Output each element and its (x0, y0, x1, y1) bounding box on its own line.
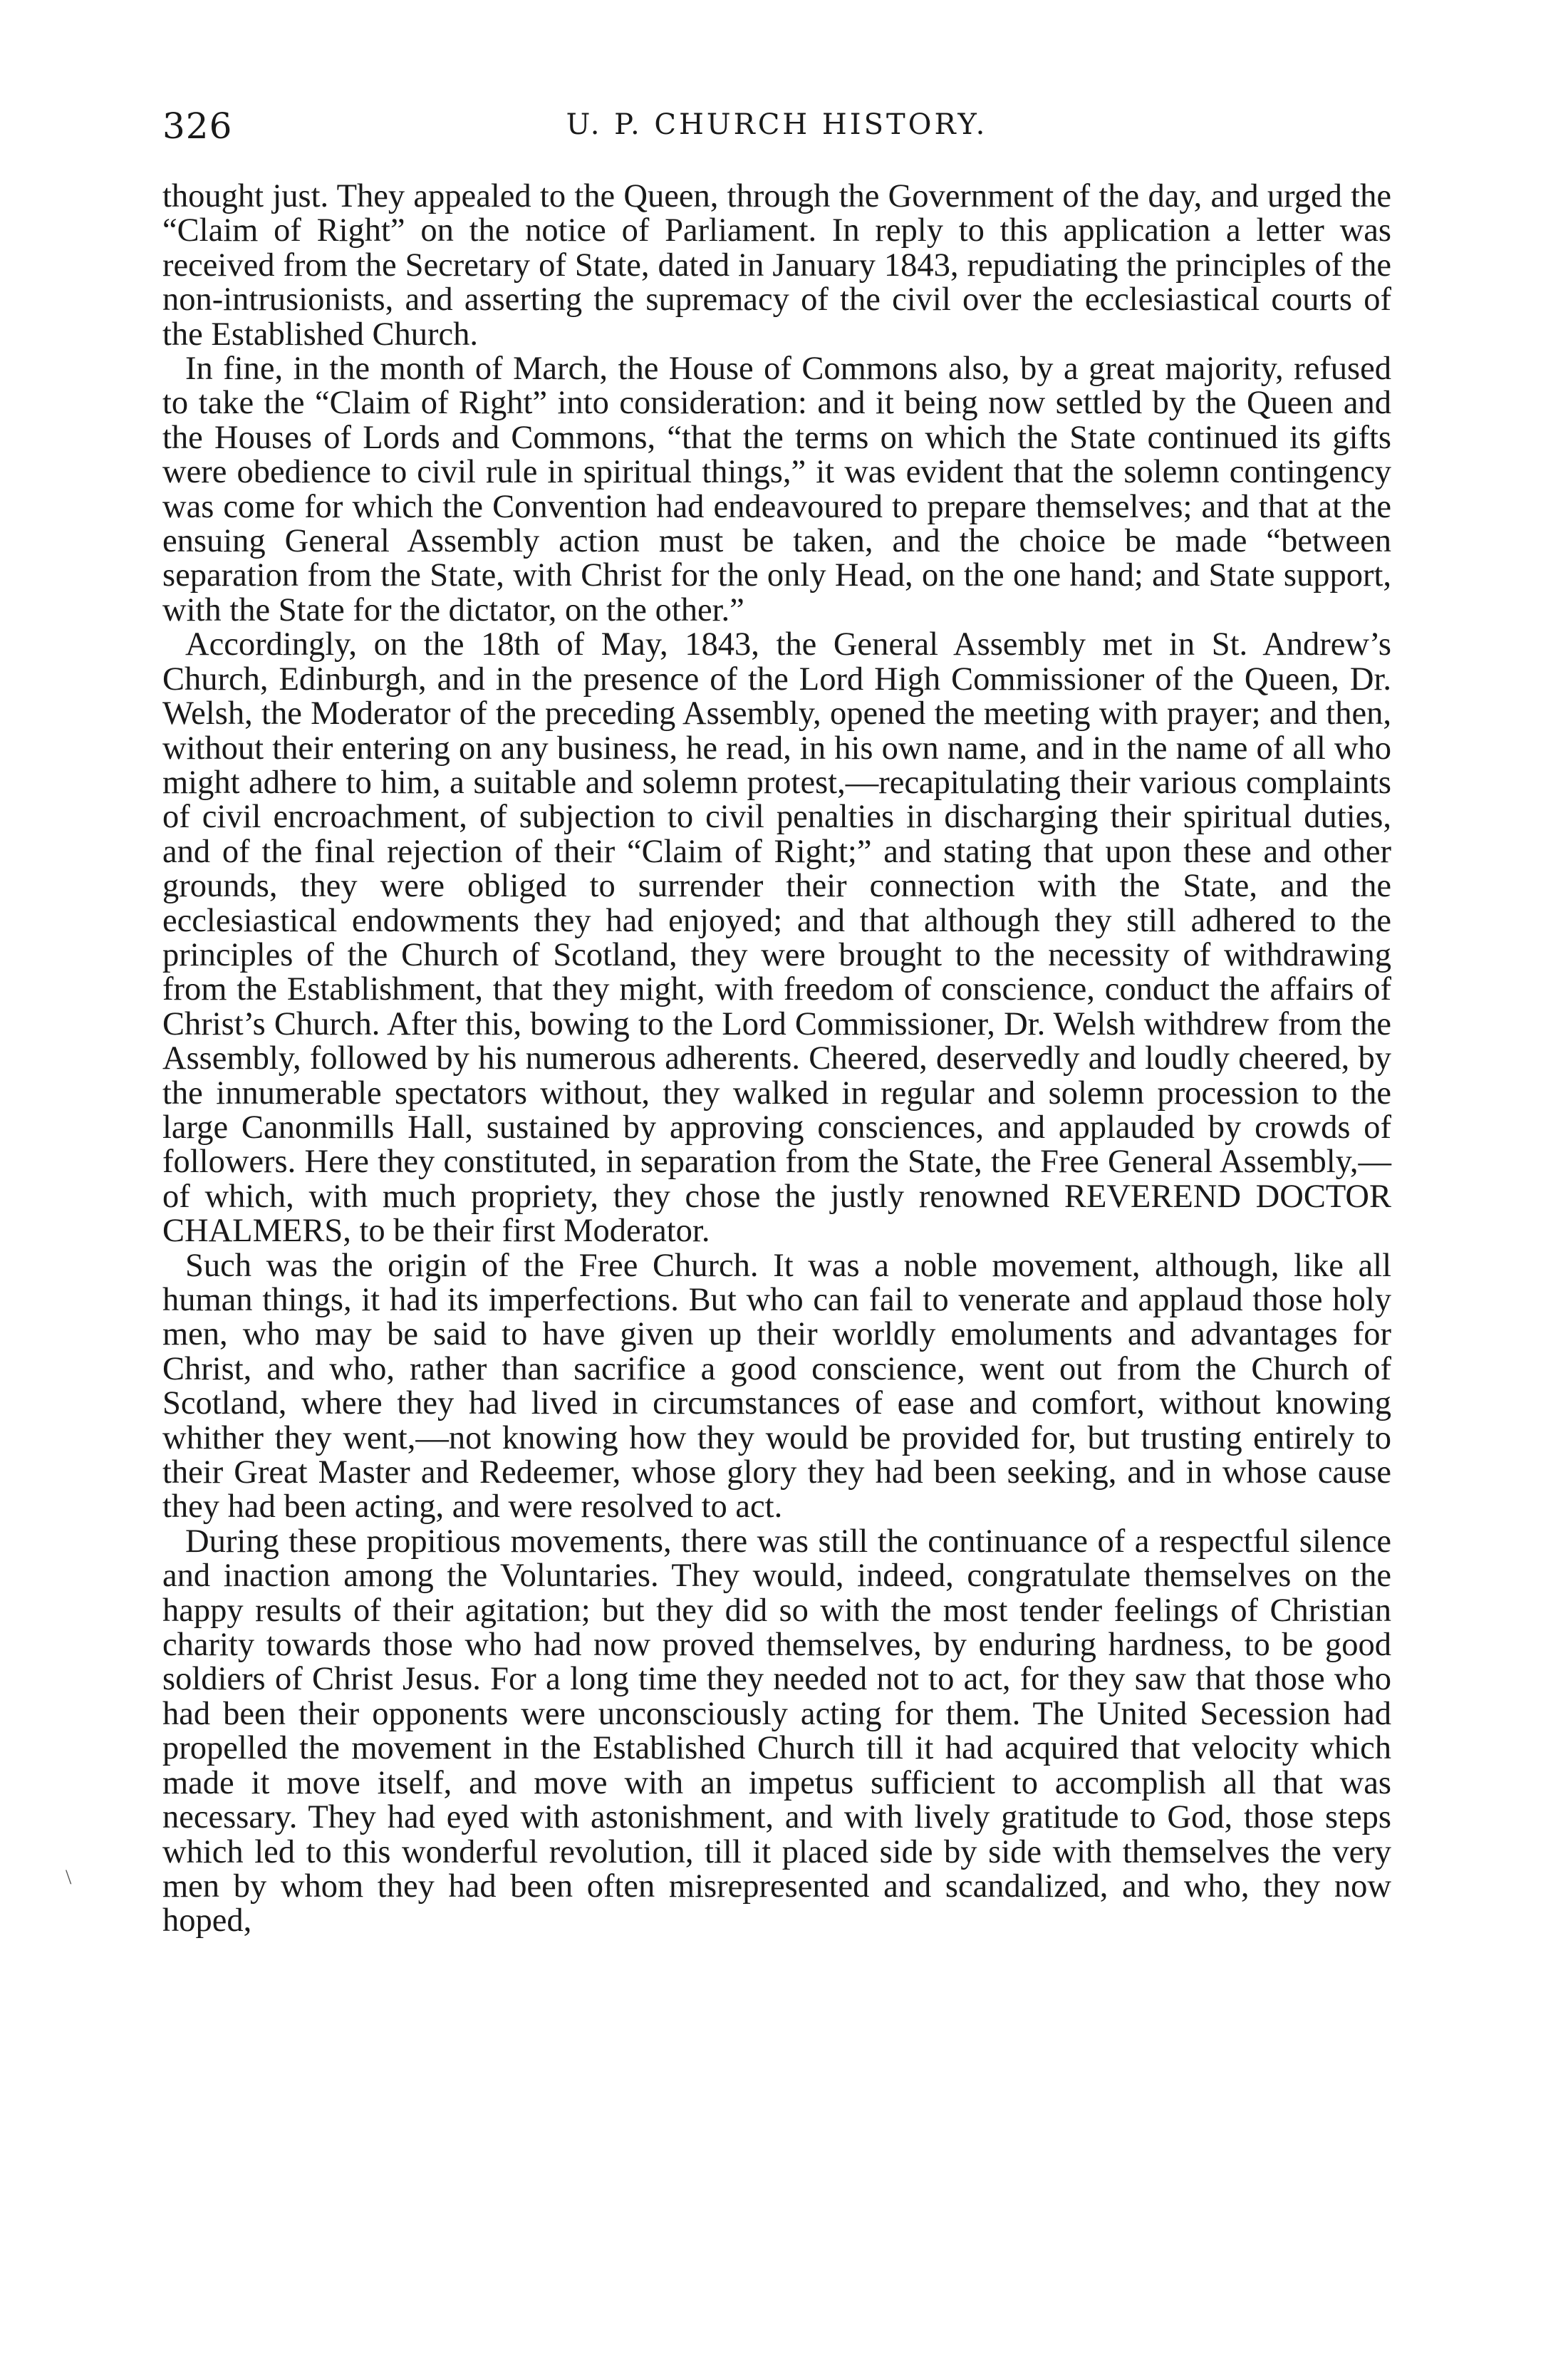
paragraph-general-assembly: Accordingly, on the 18th of May, 1843, the General Assembly met in St. Andrew’s Church, Edinburgh, and in the presence of the Lord High Commissioner of the Queen, Dr. Welsh, the Moderator of the preceding Assembly, opened the meeting with prayer; and then, without their entering on any business, he read, in his own name, and in the name of all who might adhere to him, a suitable and solemn protest,—recapitulating their various complaints of civil encroachment, of subjection to civil penalties in discharging their spiritual duties, and of the final rejection of their “Claim of Right;” and stating that upon these and other grounds, they were obliged to surrender their connection with the State, and the ecclesiastical endowments they had enjoyed; and that although they still adhered to the principles of the Church of Scotland, they were brought to the necessity of withdrawing from the Establishment, that they might, with freedom of conscience, conduct the affairs of Christ’s Church. After this, bowing to the Lord Commissioner, Dr. Welsh withdrew from the Assembly, followed by his numerous adherents. Cheered, deservedly and loudly cheered, by the innumerable spectators without, they walked in regular and solemn procession to the large Canonmills Hall, sustained by approving consciences, and applauded by crowds of followers. Here they constituted, in separation from the State, the Free General Assembly,—of which, with much propriety, they chose the justly renowned REVEREND DOCTOR CHALMERS, to be their first Moderator. (162, 626, 1391, 1250)
paragraph-voluntaries: During these propitious movements, there was still the continuance of a respectful silence and inaction among the Voluntaries. They would, indeed, congratulate themselves on the happy results of their agitation; but they did so with the most tender feelings of Christian charity towards those who had now proved themselves, by enduring hardness, to be good soldiers of Christ Jesus. For a long time they needed not to act, for they saw that those who had been their opponents were unconsciously acting for them. The United Secession had propelled the movement in the Established Church till it had acquired that velocity which made it move itself, and move with an impetus sufficient to accomplish all that was necessary. They had eyed with astonishment, and with lively gratitude to God, those steps which led to this wonderful revolution, till it placed side by side with themselves the very men by whom they had been often misrepresented and scandalized, and who, they now hoped, (162, 1523, 1391, 1939)
paragraph-free-church-origin: Such was the origin of the Free Church. It was a noble movement, although, like all human things, it had its imperfections. But who can fail to venerate and applaud those holy men, who may be said to have given up their worldly emoluments and advantages for Christ, and who, rather than sacrifice a good conscience, went out from the Church of Scotland, where they had lived in circumstances of ease and comfort, without knowing whither they went,—not knowing how they would be provided for, but trusting entirely to their Great Master and Redeemer, whose glory they had been seeking, and in whose cause they had been acting, and were resolved to act. (162, 1247, 1391, 1526)
body-text (162, 180, 1391, 1939)
margin-mark: \ (66, 1865, 72, 1889)
paragraph-house-of-commons: In fine, in the month of March, the House of Commons also, by a great majority, refused to take the “Claim of Right” into consideration: and it being now settled by the Queen and the Houses of Lords and Commons, “that the terms on which the State continued its gifts were obedience to civil rule in spiritual things,” it was evident that the solemn contingency was come for which the Convention had endeavoured to prepare themselves; and that at the ensuing General Assembly action must be taken, and the choice be made “between separation from the State, with Christ for the only Head, on the one hand; and State support, with the State for the dictator, on the other.” (162, 351, 1391, 628)
page-header-title: U. P. CHURCH HISTORY. (566, 108, 988, 141)
paragraph-continuation: thought just. They appealed to the Queen, through the Government of the day, and urged the “Claim of Right” on the notice of Parliament. In reply to this application a letter was received from the Secretary of State, dated in January 1843, repudiating the principles of the non-intrusionists, and asserting the supremacy of the civil over the ecclesiastical courts of the Established Church. (162, 178, 1391, 353)
page-number: 326 (162, 105, 233, 147)
running-head (162, 105, 1391, 162)
